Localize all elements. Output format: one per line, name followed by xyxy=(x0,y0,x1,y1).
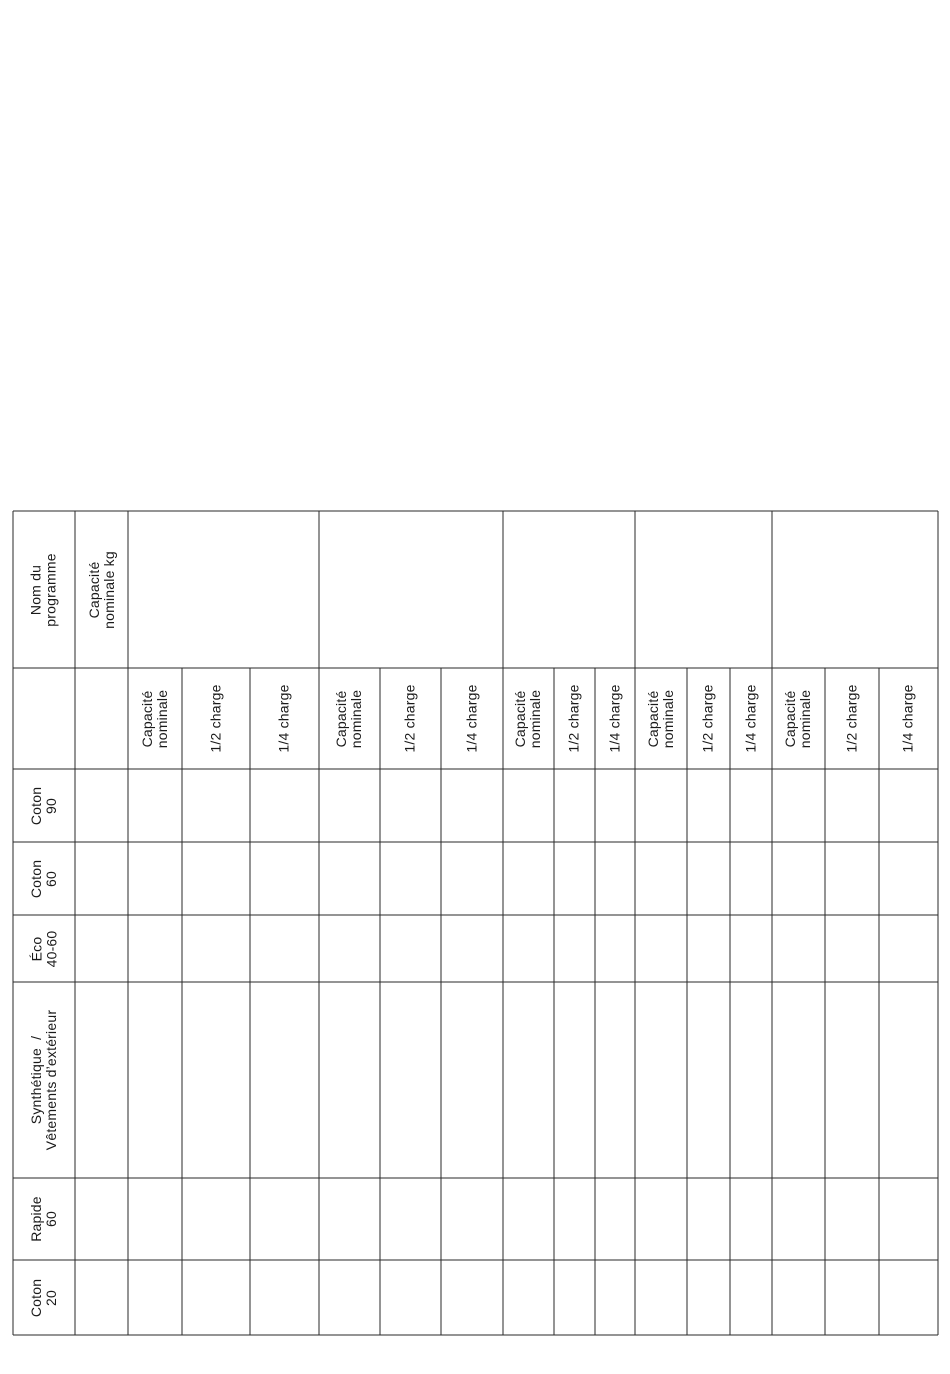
program-name: Coton 60 xyxy=(27,859,59,898)
subheader-quarter-load-text: 1/4 charge xyxy=(900,684,917,753)
subheader-quarter-load xyxy=(250,668,319,769)
subheader-quarter-load-text: 1/4 charge xyxy=(463,684,480,753)
program-name: Rapide 60 xyxy=(27,1196,59,1242)
subheader-capacity-text: Capacité nominale xyxy=(512,689,544,748)
program-name: Coton 90 xyxy=(27,786,59,825)
subheader-half-load xyxy=(182,668,250,769)
header-program-name-text: Nom du programme xyxy=(28,552,60,627)
subheader-half-load xyxy=(380,668,441,769)
program-row-label xyxy=(13,769,75,842)
subheader-quarter-load xyxy=(730,668,772,769)
subheader-capacity xyxy=(503,668,554,769)
program-name: Coton 20 xyxy=(27,1278,59,1317)
subheader-half-load-text: 1/2 charge xyxy=(207,684,224,753)
subheader-quarter-load-text: 1/4 charge xyxy=(275,684,292,753)
program-row-label xyxy=(13,1260,75,1335)
subheader-quarter-load-text: 1/4 charge xyxy=(606,684,623,753)
subheader-quarter-load xyxy=(879,668,938,769)
subheader-half-load-text: 1/2 charge xyxy=(843,684,860,753)
program-row-label xyxy=(13,842,75,915)
subheader-half-load xyxy=(825,668,879,769)
subheader-capacity-text: Capacité nominale xyxy=(139,689,171,748)
subheader-half-load-text: 1/2 charge xyxy=(402,684,419,753)
subheader-half-load xyxy=(687,668,730,769)
subheader-half-load-text: 1/2 charge xyxy=(700,684,717,753)
subheader-quarter-load-text: 1/4 charge xyxy=(742,684,759,753)
subheader-capacity xyxy=(319,668,380,769)
subheader-half-load xyxy=(554,668,595,769)
subheader-capacity-text: Capacité nominale xyxy=(645,689,677,748)
subheader-quarter-load xyxy=(441,668,503,769)
program-row-label xyxy=(13,1178,75,1260)
program-row-label xyxy=(13,915,75,982)
subheader-capacity xyxy=(635,668,687,769)
subheader-capacity-text: Capacité nominale xyxy=(333,689,365,748)
program-row-label xyxy=(13,982,75,1178)
subheader-capacity-text: Capacité nominale xyxy=(782,689,814,748)
subheader-half-load-text: 1/2 charge xyxy=(566,684,583,753)
program-name: Éco 40-60 xyxy=(28,930,59,967)
subheader-quarter-load xyxy=(595,668,635,769)
subheader-capacity xyxy=(772,668,825,769)
header-program-name xyxy=(13,511,75,668)
header-nominal-capacity xyxy=(75,511,128,668)
subheader-capacity xyxy=(128,668,182,769)
program-name: Synthétique / Vêtements d’extérieur xyxy=(28,1009,60,1151)
header-nominal-capacity-text: Capacité nominale kg xyxy=(85,550,117,629)
